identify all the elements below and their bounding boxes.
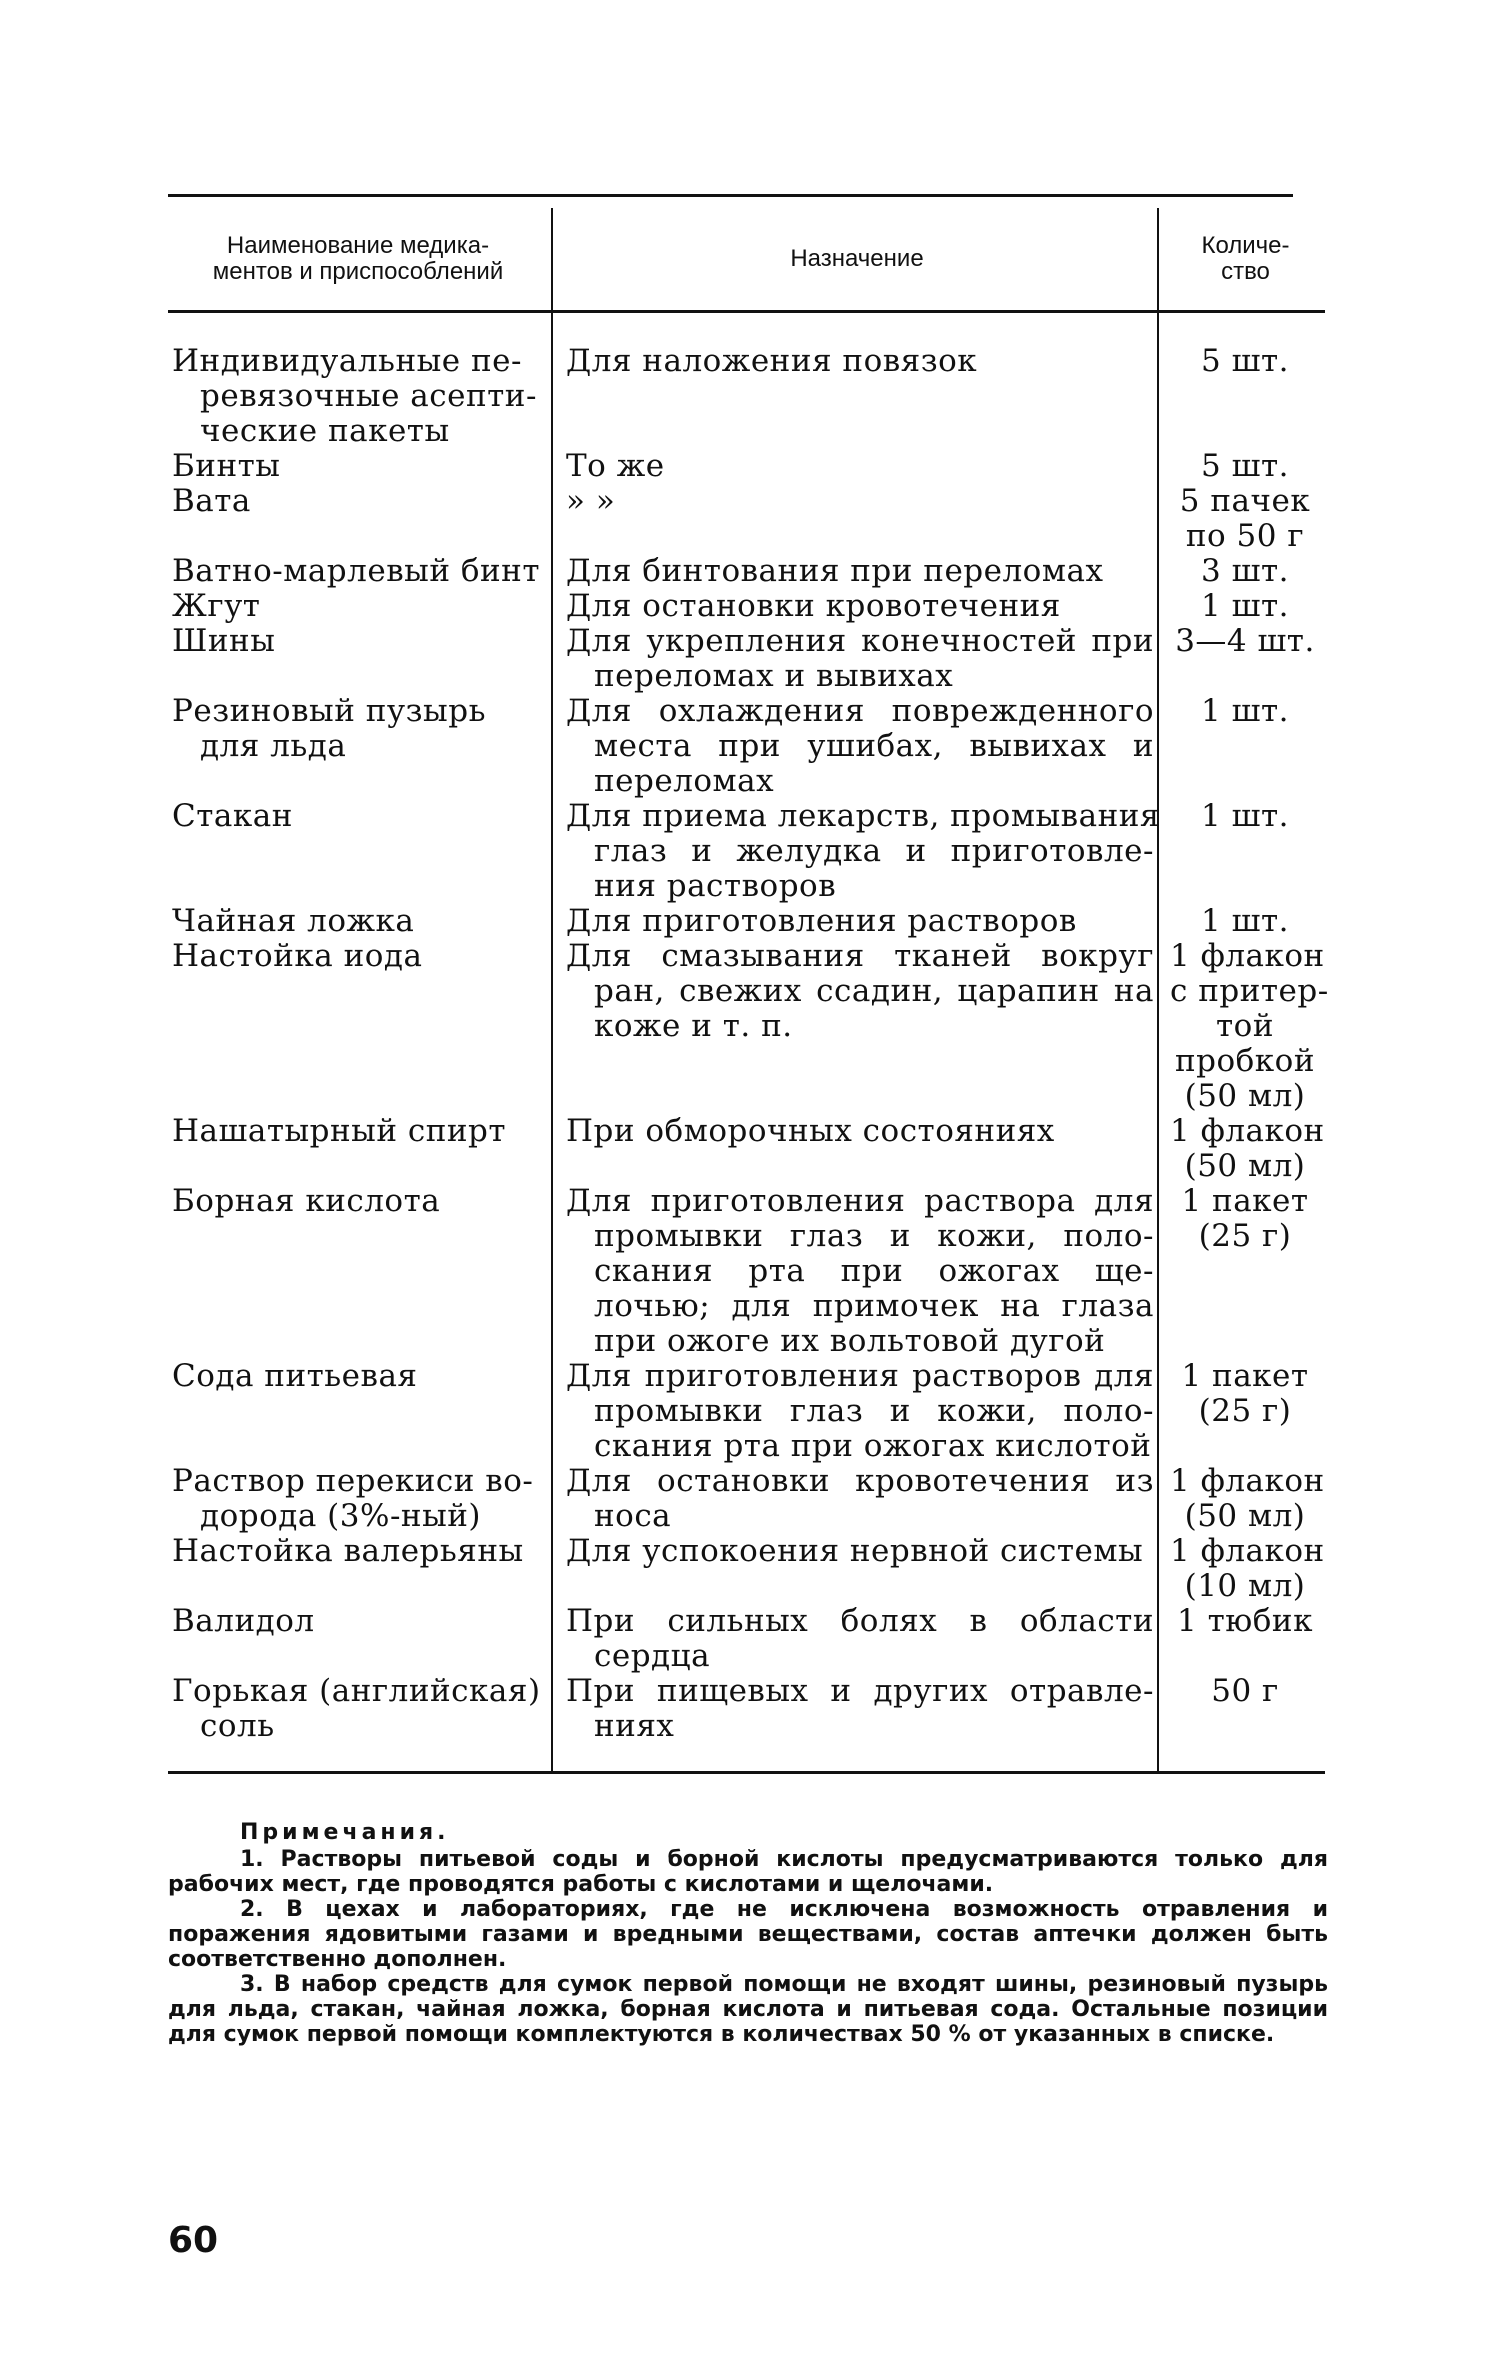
- cell-name: [172, 344, 550, 449]
- cell-line: переломах и вывихах: [594, 658, 954, 694]
- cell-line: Вата: [172, 483, 251, 519]
- cell-line: 1 пакет: [1181, 1183, 1309, 1219]
- cell-line: Раствор перекиси во-: [172, 1463, 534, 1499]
- cell-line: Борная кислота: [172, 1183, 441, 1219]
- cell-name: [172, 484, 550, 519]
- table-row: [168, 799, 1325, 904]
- cell-line: 1 шт.: [1201, 903, 1289, 939]
- cell-line: промывки глаз и кожи, поло-: [594, 1393, 1154, 1429]
- cell-line: ния растворов: [594, 868, 837, 904]
- cell-quantity: [1170, 1533, 1325, 1604]
- header-name: [168, 212, 548, 305]
- table-row: [168, 554, 1325, 589]
- cell-line: дорода (3%-ный): [200, 1498, 482, 1534]
- table-top-rule: [168, 194, 1293, 197]
- cell-line: (25 г): [1198, 1393, 1292, 1429]
- cell-line: (50 мл): [1184, 1148, 1306, 1184]
- cell-quantity: [1170, 484, 1320, 554]
- cell-quantity: [1170, 1604, 1320, 1639]
- cell-purpose: [566, 589, 1154, 624]
- cell-line: 1 флакон: [1170, 938, 1325, 974]
- cell-line: промывки глаз и кожи, поло-: [594, 1218, 1154, 1254]
- table-row: [168, 624, 1325, 694]
- cell-line: Для бинтования при переломах: [566, 553, 1104, 589]
- cell-name: [172, 1114, 550, 1149]
- cell-line: Настойка валерьяны: [172, 1533, 524, 1569]
- cell-name: [172, 589, 550, 624]
- table-row: [168, 344, 1325, 449]
- cell-name: [172, 904, 550, 939]
- cell-line: Валидол: [172, 1603, 315, 1639]
- cell-line: Настойка иода: [172, 938, 423, 974]
- header-purpose: [552, 212, 1162, 305]
- cell-line: 50 г: [1211, 1673, 1279, 1709]
- table-row: [168, 1674, 1325, 1744]
- cell-line: для льда: [200, 728, 347, 764]
- cell-purpose: [566, 1184, 1154, 1359]
- notes-section: [168, 1820, 1328, 2047]
- cell-line: 5 шт.: [1201, 343, 1289, 379]
- cell-line: ревязочные асепти-: [200, 378, 537, 414]
- cell-line: Для смазывания тканей вокруг: [566, 938, 1154, 974]
- table-row: [168, 1604, 1325, 1674]
- header-quantity: [1166, 212, 1325, 305]
- table-header-rule: [168, 310, 1325, 313]
- cell-quantity: [1170, 1674, 1320, 1709]
- header-quantity-line: ство: [1221, 257, 1270, 285]
- cell-line: 1 тюбик: [1177, 1603, 1313, 1639]
- table-row: [168, 1534, 1325, 1604]
- cell-line: Для остановки кровотечения: [566, 588, 1061, 624]
- header-purpose-label: Назначение: [790, 244, 924, 272]
- cell-line: Горькая (английская): [172, 1673, 541, 1709]
- cell-purpose: [566, 939, 1154, 1044]
- cell-purpose: [566, 1674, 1154, 1744]
- cell-name: [172, 1674, 550, 1744]
- cell-line: ческие пакеты: [200, 413, 450, 449]
- cell-line: 3 шт.: [1201, 553, 1289, 589]
- cell-purpose: [566, 484, 1154, 519]
- cell-name: [172, 1184, 550, 1219]
- cell-line: (25 г): [1198, 1218, 1292, 1254]
- table-row: [168, 589, 1325, 624]
- cell-quantity: [1170, 1359, 1320, 1429]
- cell-line: при ожоге их вольтовой дугой: [594, 1323, 1106, 1359]
- cell-quantity: [1170, 449, 1320, 484]
- cell-name: [172, 554, 550, 589]
- table-row: [168, 1464, 1325, 1534]
- cell-line: Для укрепления конечностей при: [566, 623, 1154, 659]
- cell-line: 3—4 шт.: [1175, 623, 1315, 659]
- cell-purpose: [566, 554, 1154, 589]
- cell-quantity: [1170, 344, 1320, 379]
- cell-line: ниях: [594, 1708, 675, 1744]
- cell-line: При обморочных состояниях: [566, 1113, 1055, 1149]
- cell-line: Резиновый пузырь: [172, 693, 486, 729]
- cell-line: 1 флакон: [1170, 1533, 1325, 1569]
- table-row: [168, 938, 1329, 1114]
- cell-line: глаз и желудка и приготовле-: [594, 833, 1154, 869]
- notes-title: Примечания.: [240, 1820, 450, 1845]
- cell-line: пробкой: [1174, 1043, 1316, 1079]
- cell-line: по 50 г: [1185, 518, 1305, 554]
- cell-line: Для приготовления раствора для: [566, 1183, 1154, 1219]
- note-item: 2. В цехах и лабораториях, где не исключена возможность отравления и поражения ядовитыми газами и вредными веществами, состав аптечки должен быть соответственно дополнен.: [168, 1897, 1328, 1972]
- cell-purpose: [566, 1114, 1154, 1149]
- table-row: [168, 694, 1325, 799]
- cell-line: ран, свежих ссадин, царапин на: [594, 973, 1154, 1009]
- cell-name: [172, 939, 550, 974]
- cell-line: (50 мл): [1184, 1498, 1306, 1534]
- cell-purpose: [566, 1359, 1154, 1464]
- cell-purpose: [566, 624, 1154, 694]
- header-name-line: Наименование медика-: [226, 231, 490, 259]
- cell-line: Для наложения повязок: [566, 343, 978, 379]
- cell-line: Бинты: [172, 448, 281, 484]
- cell-line: с притер-: [1170, 973, 1329, 1009]
- table-row: [168, 1359, 1325, 1464]
- table-row: [168, 484, 1325, 554]
- cell-line: При пищевых и других отравле-: [566, 1673, 1154, 1709]
- cell-purpose: [566, 1534, 1154, 1569]
- cell-purpose: [566, 904, 1154, 939]
- table-bottom-rule: [168, 1771, 1325, 1774]
- cell-line: 5 пачек: [1179, 483, 1311, 519]
- note-item: 3. В набор средств для сумок первой помощи не входят шины, резиновый пузырь для льда, стакан, чайная ложка, борная кислота и питьевая сода. Остальные позиции для сумок первой помощи комплектуются в количествах 50 % от указанных в списке.: [168, 1972, 1328, 2047]
- cell-line: той: [1216, 1008, 1274, 1044]
- cell-line: (10 мл): [1184, 1568, 1306, 1604]
- cell-purpose: [566, 1604, 1154, 1674]
- cell-line: соль: [200, 1708, 275, 1744]
- cell-line: места при ушибах, вывихах и: [594, 728, 1154, 764]
- cell-line: Для приема лекарств, промывания: [566, 798, 1160, 834]
- cell-line: То же: [566, 448, 665, 484]
- cell-line: Индивидуальные пе-: [172, 343, 522, 379]
- cell-name: [172, 449, 550, 484]
- cell-name: [172, 694, 550, 764]
- cell-quantity: [1170, 1113, 1325, 1184]
- cell-name: [172, 1534, 550, 1569]
- cell-line: коже и т. п.: [594, 1008, 793, 1044]
- page-number: 60: [168, 2220, 219, 2261]
- cell-line: Стакан: [172, 798, 293, 834]
- cell-line: Ватно-марлевый бинт: [172, 553, 540, 589]
- cell-purpose: [566, 344, 1154, 379]
- cell-line: Для успокоения нервной системы: [566, 1533, 1144, 1569]
- header-quantity-line: Количе-: [1201, 231, 1290, 259]
- cell-quantity: [1170, 554, 1320, 589]
- cell-name: [172, 1604, 550, 1639]
- cell-line: 1 шт.: [1201, 588, 1289, 624]
- cell-line: Сода питьевая: [172, 1358, 418, 1394]
- cell-purpose: [566, 1464, 1154, 1534]
- cell-purpose: [566, 798, 1160, 904]
- cell-line: Чайная ложка: [172, 903, 415, 939]
- cell-name: [172, 1464, 550, 1534]
- cell-quantity: [1170, 904, 1320, 939]
- cell-name: [172, 799, 550, 834]
- cell-line: Шины: [172, 623, 276, 659]
- cell-quantity: [1170, 1463, 1325, 1534]
- cell-line: (50 мл): [1184, 1078, 1306, 1114]
- cell-line: Нашатырный спирт: [172, 1113, 507, 1149]
- table-row: [168, 904, 1325, 939]
- cell-line: 1 шт.: [1201, 693, 1289, 729]
- cell-line: 1 флакон: [1170, 1463, 1325, 1499]
- table-row: [168, 449, 1325, 484]
- header-name-line: ментов и приспособлений: [212, 257, 504, 285]
- cell-purpose: [566, 449, 1154, 484]
- cell-line: переломах: [594, 763, 775, 799]
- cell-line: скания рта при ожогах кислотой: [594, 1428, 1152, 1464]
- cell-line: 5 шт.: [1201, 448, 1289, 484]
- cell-line: сердца: [594, 1638, 711, 1674]
- cell-quantity: [1170, 799, 1320, 834]
- cell-line: При сильных болях в области: [566, 1603, 1154, 1639]
- cell-line: » »: [566, 483, 616, 519]
- cell-purpose: [566, 694, 1154, 799]
- cell-line: Для охлаждения поврежденного: [566, 693, 1154, 729]
- note-item: 1. Растворы питьевой соды и борной кислоты предусматриваются только для рабочих мест, где проводятся работы с кислотами и щелочами.: [168, 1847, 1328, 1897]
- cell-line: Для приготовления растворов для: [566, 1358, 1154, 1394]
- cell-line: лочью; для примочек на глаза: [594, 1288, 1154, 1324]
- cell-quantity: [1170, 624, 1320, 659]
- cell-line: носа: [594, 1498, 672, 1534]
- cell-quantity: [1170, 694, 1320, 729]
- cell-quantity: [1170, 938, 1329, 1114]
- cell-line: скания рта при ожогах ще-: [594, 1253, 1154, 1289]
- table-header: [168, 212, 1325, 305]
- cell-quantity: [1170, 589, 1320, 624]
- cell-line: 1 флакон: [1170, 1113, 1325, 1149]
- cell-line: Для остановки кровотечения из: [566, 1463, 1154, 1499]
- cell-line: 1 пакет: [1181, 1358, 1309, 1394]
- cell-quantity: [1170, 1184, 1320, 1254]
- cell-line: Для приготовления растворов: [566, 903, 1077, 939]
- cell-line: Жгут: [172, 588, 261, 624]
- cell-line: 1 шт.: [1201, 798, 1289, 834]
- cell-name: [172, 1359, 550, 1394]
- cell-name: [172, 624, 550, 659]
- table-row: [168, 1114, 1325, 1184]
- table-row: [168, 1184, 1325, 1359]
